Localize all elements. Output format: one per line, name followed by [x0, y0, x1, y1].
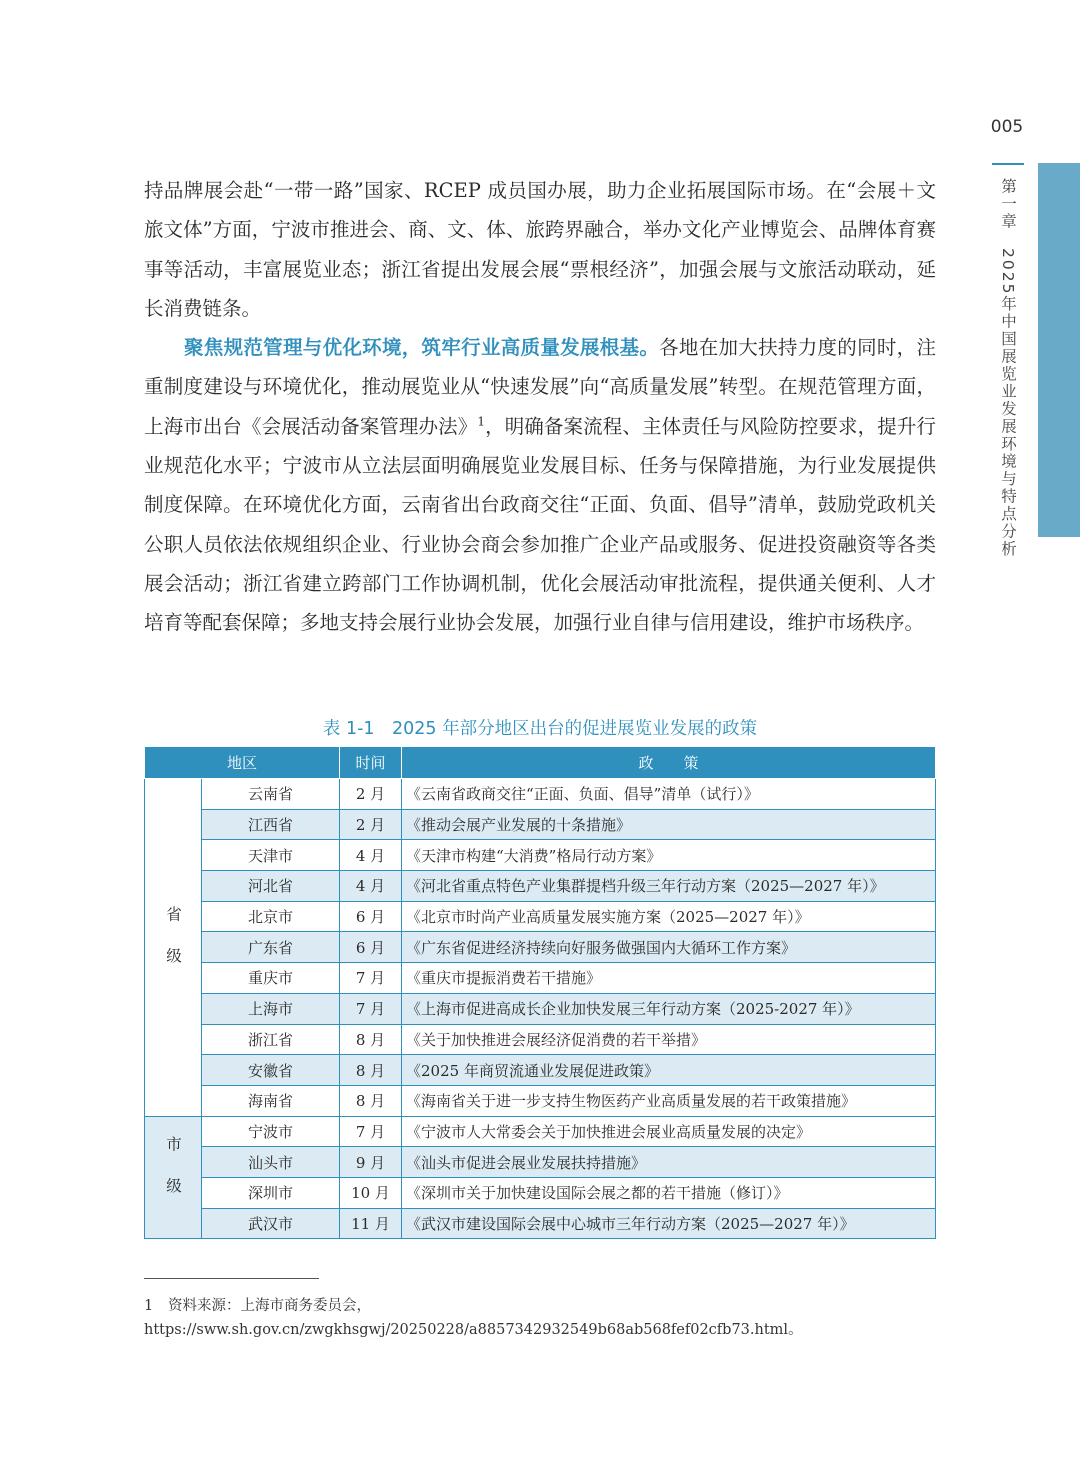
- time-cell: 7 月: [340, 1116, 402, 1147]
- region-cell: 云南省: [202, 779, 340, 810]
- table-row: [145, 901, 936, 932]
- header-policy: 政 策: [402, 747, 936, 779]
- time-cell: 8 月: [340, 1024, 402, 1055]
- table-row: [145, 1055, 936, 1086]
- level-provincial-cell: 省级: [145, 779, 202, 1117]
- policy-cell: 《河北省重点特色产业集群提档升级三年行动方案（2025—2027 年）》: [402, 871, 936, 902]
- body-text: [144, 171, 936, 643]
- chapter-side-tab: [1038, 163, 1080, 537]
- level-city-cell: 市级: [145, 1116, 202, 1239]
- header-region: 地区: [145, 747, 340, 779]
- table-row: [145, 963, 936, 994]
- region-cell: 天津市: [202, 840, 340, 871]
- paragraph-2-text-a: 各地在加大扶持力度的同时，注重制度建设与环境优化，推动展览业从“快速发展”向“高质量发展”转型。在规范管理方面，上海市出台《会展活动备案管理办法》: [144, 336, 936, 438]
- policy-cell: 《关于加快推进会展经济促消费的若干举措》: [402, 1024, 936, 1055]
- policy-cell: 《重庆市提振消费若干措施》: [402, 963, 936, 994]
- table-row: [145, 932, 936, 963]
- footnote-reference[interactable]: 1: [477, 414, 485, 429]
- policy-cell: 《汕头市促进会展业发展扶持措施》: [402, 1147, 936, 1178]
- chapter-divider-line: [992, 163, 1024, 165]
- time-cell: 6 月: [340, 932, 402, 963]
- table-row: [145, 809, 936, 840]
- time-cell: 7 月: [340, 993, 402, 1024]
- footnote-text: 资料来源：上海市商务委员会，https://sww.sh.gov.cn/zwgkhsgwj/20250228/a8857342932549b68ab568fef02cfb73.html。: [144, 1298, 803, 1338]
- policy-cell: 《宁波市人大常委会关于加快推进会展业高质量发展的决定》: [402, 1116, 936, 1147]
- region-cell: 武汉市: [202, 1208, 340, 1239]
- policy-cell: 《推动会展产业发展的十条措施》: [402, 809, 936, 840]
- region-cell: 安徽省: [202, 1055, 340, 1086]
- table-row: [145, 1116, 936, 1147]
- region-cell: 河北省: [202, 871, 340, 902]
- table-row: [145, 1147, 936, 1178]
- time-cell: 8 月: [340, 1085, 402, 1116]
- time-cell: 2 月: [340, 809, 402, 840]
- policy-cell: 《深圳市关于加快建设国际会展之都的若干措施（修订）》: [402, 1177, 936, 1208]
- region-cell: 海南省: [202, 1085, 340, 1116]
- region-cell: 浙江省: [202, 1024, 340, 1055]
- time-cell: 7 月: [340, 963, 402, 994]
- time-cell: 2 月: [340, 779, 402, 810]
- policy-cell: 《海南省关于进一步支持生物医药产业高质量发展的若干政策措施》: [402, 1085, 936, 1116]
- region-cell: 江西省: [202, 809, 340, 840]
- page-number: 005: [990, 117, 1024, 137]
- time-cell: 10 月: [340, 1177, 402, 1208]
- policy-cell: 《广东省促进经济持续向好服务做强国内大循环工作方案》: [402, 932, 936, 963]
- policy-cell: 《2025 年商贸流通业发展促进政策》: [402, 1055, 936, 1086]
- region-cell: 上海市: [202, 993, 340, 1024]
- table-caption: 表 1-1 2025 年部分地区出台的促进展览业发展的政策: [322, 719, 758, 739]
- footnote: [144, 1294, 936, 1342]
- policy-cell: 《北京市时尚产业高质量发展实施方案（2025—2027 年）》: [402, 901, 936, 932]
- region-cell: 汕头市: [202, 1147, 340, 1178]
- policy-cell: 《云南省政商交往“正面、负面、倡导”清单（试行）》: [402, 779, 936, 810]
- table-row: [145, 993, 936, 1024]
- table-body: [145, 779, 936, 1239]
- paragraph-1: 持品牌展会赴“一带一路”国家、RCEP 成员国办展，助力企业拓展国际市场。在“会展＋文旅文体”方面，宁波市推进会、商、文、体、旅跨界融合，举办文化产业博览会、品牌体育赛事等活动，丰富展览业态；浙江省提出发展会展“票根经济”，加强会展与文旅活动联动，延长消费链条。: [144, 179, 936, 320]
- table-header-row: [145, 747, 936, 779]
- time-cell: 4 月: [340, 840, 402, 871]
- time-cell: 6 月: [340, 901, 402, 932]
- policy-cell: 《上海市促进高成长企业加快发展三年行动方案（2025-2027 年）》: [402, 993, 936, 1024]
- header-time: 时间: [340, 747, 402, 779]
- table-row: [145, 1177, 936, 1208]
- time-cell: 9 月: [340, 1147, 402, 1178]
- region-cell: 深圳市: [202, 1177, 340, 1208]
- footnote-number: 1: [144, 1298, 154, 1314]
- region-cell: 重庆市: [202, 963, 340, 994]
- chapter-label: 第一章 2025年中国展览业发展环境与特点分析: [999, 178, 1017, 558]
- table-row: [145, 871, 936, 902]
- paragraph-2-text-b: ，明确备案流程、主体责任与风险防控要求，提升行业规范化水平；宁波市从立法层面明确展览业发展目标、任务与保障措施，为行业发展提供制度保障。在环境优化方面，云南省出台政商交往“正面、负面、倡导”清单，鼓励党政机关公职人员依法依规组织企业、行业协会商会参加推广企业产品或服务、促进投资融资等各类展会活动；浙江省建立跨部门工作协调机制，优化会展活动审批流程，提供通关便利、人才培育等配套保障；多地支持会展行业协会发展，加强行业自律与信用建设，维护市场秩序。: [144, 414, 936, 635]
- time-cell: 4 月: [340, 871, 402, 902]
- table-row: [145, 779, 936, 810]
- footnote-rule: [144, 1278, 319, 1279]
- paragraph-2: [144, 328, 936, 642]
- policy-cell: 《武汉市建设国际会展中心城市三年行动方案（2025—2027 年）》: [402, 1208, 936, 1239]
- region-cell: 广东省: [202, 932, 340, 963]
- table-row: [145, 1024, 936, 1055]
- policy-table: [144, 746, 936, 1239]
- time-cell: 8 月: [340, 1055, 402, 1086]
- time-cell: 11 月: [340, 1208, 402, 1239]
- region-cell: 宁波市: [202, 1116, 340, 1147]
- policy-cell: 《天津市构建“大消费”格局行动方案》: [402, 840, 936, 871]
- paragraph-2-heading: 聚焦规范管理与优化环境，筑牢行业高质量发展根基。: [184, 336, 660, 360]
- region-cell: 北京市: [202, 901, 340, 932]
- table-row: [145, 840, 936, 871]
- table-row: [145, 1208, 936, 1239]
- table-row: [145, 1085, 936, 1116]
